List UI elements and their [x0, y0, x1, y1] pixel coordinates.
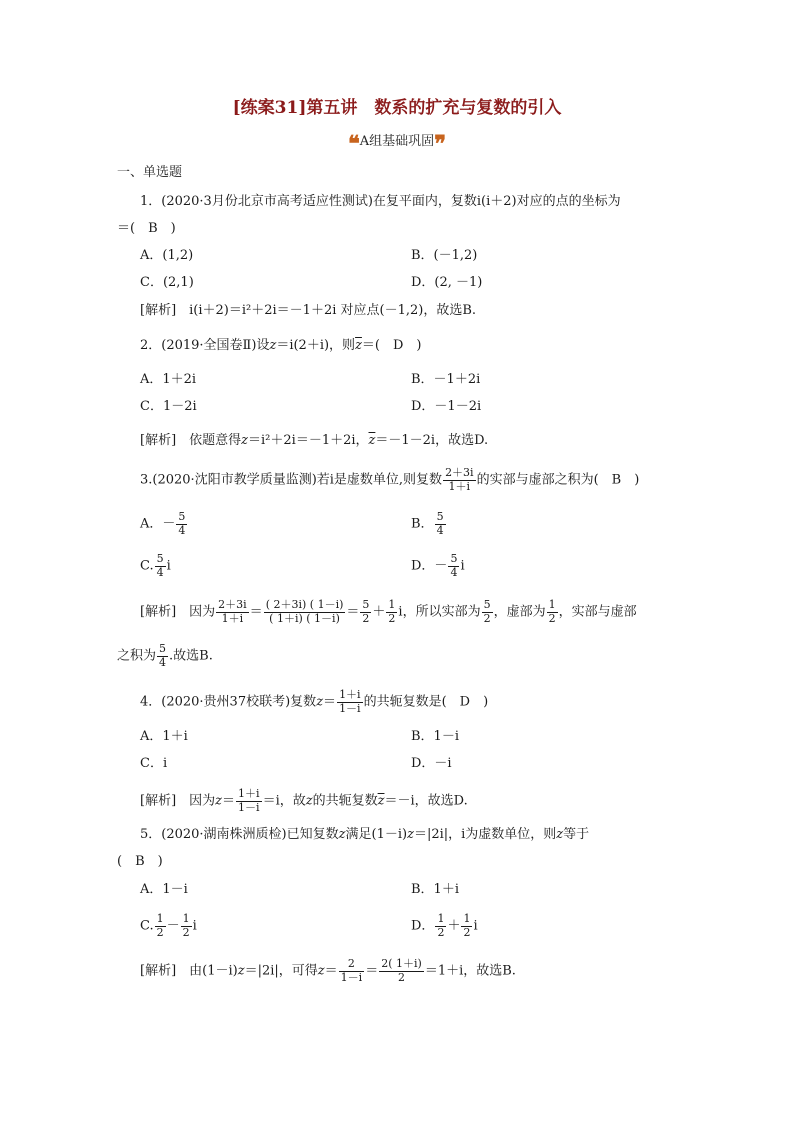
an-var-bar: $\overline{z}$ — [377, 793, 385, 809]
an-text: ＝ — [365, 963, 379, 979]
q3-stem-pre: 3.(2020·沈阳市教学质量监测)若i是虚数单位,则复数 — [140, 472, 443, 488]
q4-option-c: C．i — [140, 756, 168, 771]
q5-stem-mid: 满足(1－i) — [345, 827, 408, 842]
q5-option-c — [140, 913, 197, 939]
frac-num: 2＋3i — [445, 466, 474, 479]
q2-var-z: z — [269, 338, 277, 353]
opt-op: － — [166, 918, 180, 934]
an-text: ＝i，故 — [262, 793, 306, 809]
opt-suffix: i — [460, 558, 465, 574]
opt-suffix: i — [473, 918, 478, 934]
q5-stem-mid2: ＝|2i|，i为虚数单位，则 — [413, 827, 557, 842]
frac-num: 1 — [182, 912, 190, 925]
page-title: [练案31]第五讲 数系的扩充与复数的引入 — [232, 98, 562, 118]
q5-var: z — [556, 827, 564, 842]
q1-answer: ＝( B ) — [117, 221, 176, 236]
an-fraction — [236, 788, 262, 814]
an-text: ，实部与虚部 — [558, 604, 637, 620]
frac-den: 1－i — [238, 800, 260, 814]
an-fraction — [379, 958, 424, 984]
frac-den: ( 1＋i) ( 1－i) — [269, 611, 340, 625]
an-var: z — [305, 793, 313, 809]
q5-stem — [140, 828, 589, 841]
an-text: i，所以实部为 — [398, 604, 481, 620]
q2-option-d: D．－1－2i — [411, 399, 482, 414]
an-fraction — [339, 958, 365, 984]
frac-num: 5 — [362, 598, 370, 611]
frac-den: 2 — [437, 925, 445, 939]
frac-den: 2 — [388, 611, 396, 625]
frac-den: 2 — [463, 925, 471, 939]
q1-option-d: D．(2, －1) — [411, 275, 483, 290]
an-text: ＝ — [346, 604, 360, 620]
opt-label: D． — [411, 918, 435, 934]
opt-fraction — [181, 913, 192, 939]
q4-stem-post: 的共轭复数是( D ) — [363, 694, 489, 710]
an-text: ＋ — [372, 604, 386, 620]
q3-stem-fraction — [443, 467, 476, 493]
opt-op: ＋ — [447, 918, 461, 934]
opt-fraction — [461, 913, 472, 939]
q1-analysis: [解析] i(i＋2)＝i²＋2i＝－1＋2i 对应点(－1,2)，故选B. — [140, 303, 477, 318]
frac-den: 1＋i — [221, 611, 244, 625]
q2-option-b: B．－1＋2i — [411, 372, 481, 387]
opt-suffix: i — [166, 558, 171, 574]
an-fraction — [386, 599, 397, 625]
frac-den: 2 — [156, 925, 164, 939]
q4-var-z: z — [316, 694, 324, 710]
opt-fraction — [435, 511, 446, 537]
q4-option-a: A．1＋i — [140, 729, 188, 744]
frac-num: 5 — [483, 598, 491, 611]
q5-stem-pre: 5．(2020·湖南株洲质检)已知复数 — [140, 827, 339, 842]
frac-den: 4 — [436, 523, 444, 537]
frac-num: 1＋i — [339, 688, 361, 701]
frac-den: 2 — [398, 970, 405, 984]
an-text: [解析] 因为 — [140, 793, 216, 809]
q5-stem-post: 等于 — [563, 827, 590, 842]
an-fraction — [547, 599, 558, 625]
q4-eq: ＝ — [323, 694, 337, 710]
section-heading: 一、单选题 — [117, 165, 183, 180]
opt-fraction — [435, 913, 446, 939]
section-badge — [0, 133, 794, 155]
an-text: [解析] 因为 — [140, 604, 216, 620]
an-fraction — [360, 599, 371, 625]
q1-option-c: C．(2,1) — [140, 275, 194, 290]
q3-option-b — [411, 511, 447, 537]
an-text: ＝ — [222, 793, 236, 809]
close-quote-icon: ❞ — [434, 131, 447, 157]
frac-num: 2( 1＋i) — [381, 957, 422, 970]
q2-an-z: z — [241, 433, 249, 448]
an-var: z — [237, 963, 245, 979]
an-text: ＝ — [249, 604, 263, 620]
frac-den: 2 — [182, 925, 190, 939]
frac-num: 5 — [450, 552, 458, 565]
frac-den: 2 — [483, 611, 491, 625]
opt-fraction — [448, 553, 459, 579]
opt-fraction — [155, 913, 166, 939]
opt-fraction — [155, 553, 166, 579]
q2-option-c: C．1－2i — [140, 399, 197, 414]
q2-an-zbar: $\overline{z}$ — [368, 433, 376, 448]
q5-option-a: A．1－i — [140, 882, 188, 897]
frac-num: 5 — [436, 510, 444, 523]
frac-num: 5 — [156, 552, 164, 565]
an-text: ，虚部为 — [493, 604, 546, 620]
q1-option-b: B．(－1,2) — [411, 248, 478, 263]
opt-suffix: i — [192, 918, 197, 934]
q2-an-pre: [解析] 依题意得 — [140, 433, 242, 448]
open-quote-icon: ❝ — [347, 131, 360, 157]
frac-num: 5 — [178, 510, 186, 523]
q4-stem — [140, 689, 488, 715]
an-text: .故选B. — [169, 648, 213, 664]
q1-stem: 1．(2020·3月份北京市高考适应性测试)在复平面内，复数i(i＋2)对应的点的坐标为 — [140, 194, 621, 209]
frac-den: 2 — [548, 611, 556, 625]
an-var: z — [215, 793, 223, 809]
an-fraction — [264, 599, 346, 625]
an-text: 的共轭复数 — [312, 793, 378, 809]
frac-num: 1 — [388, 598, 396, 611]
q1-option-a: A．(1,2) — [140, 248, 194, 263]
q4-stem-pre: 4．(2020·贵州37校联考)复数 — [140, 694, 317, 710]
q2-an-post: ＝－1－2i，故选D. — [375, 433, 489, 448]
frac-den: 1－i — [340, 970, 363, 984]
frac-den: 4 — [450, 565, 458, 579]
q3-stem — [140, 467, 639, 493]
q5-var: z — [407, 827, 414, 842]
frac-num: 1＋i — [238, 787, 260, 800]
frac-num: ( 2＋3i) ( 1－i) — [265, 598, 344, 611]
frac-den: 2 — [362, 611, 370, 625]
an-text: [解析] 由(1－i) — [140, 963, 238, 979]
q2-stem-post: ＝( D ) — [361, 338, 422, 353]
frac-den: 4 — [156, 565, 164, 579]
q4-option-b: B．1－i — [411, 729, 459, 744]
q2-stem-mid: ＝i(2＋i)，则 — [276, 338, 356, 353]
frac-num: 1 — [548, 598, 556, 611]
opt-label: D．－ — [411, 558, 448, 574]
an-text: 之积为 — [117, 648, 157, 664]
an-text: ＝ — [324, 963, 338, 979]
frac-num: 1 — [156, 912, 164, 925]
an-text: ＝－i，故选D. — [384, 793, 468, 809]
badge-label: A组基础巩固 — [359, 134, 435, 149]
an-text: ＝1＋i，故选B. — [424, 963, 516, 979]
q5-answer: ( B ) — [117, 854, 163, 869]
frac-num: 2＋3i — [218, 598, 247, 611]
frac-num: 1 — [463, 912, 471, 925]
q5-var: z — [338, 827, 346, 842]
q3-analysis-line2 — [117, 643, 213, 669]
q3-option-a — [140, 511, 188, 537]
q3-stem-post: 的实部与虚部之积为( B ) — [476, 472, 640, 488]
q5-option-b: B．1＋i — [411, 882, 459, 897]
opt-label: C. — [140, 558, 154, 574]
q4-stem-fraction — [337, 689, 363, 715]
q2-stem — [140, 339, 422, 352]
q2-an-mid: ＝i²＋2i＝－1＋2i， — [248, 433, 369, 448]
q4-option-d: D．－i — [411, 756, 452, 771]
q2-option-a: A．1＋2i — [140, 372, 197, 387]
an-text: ＝|2i|，可得 — [244, 963, 318, 979]
opt-label: B． — [411, 516, 434, 532]
frac-den: 1－i — [339, 701, 361, 715]
opt-label: C. — [140, 918, 154, 934]
an-fraction — [216, 599, 249, 625]
opt-fraction — [176, 511, 187, 537]
q3-option-d — [411, 553, 465, 579]
q4-analysis — [140, 788, 468, 814]
frac-den: 1＋i — [448, 479, 471, 493]
opt-label: A．－ — [140, 516, 176, 532]
an-fraction — [482, 599, 493, 625]
frac-den: 4 — [159, 655, 167, 669]
q2-stem-pre: 2．(2019·全国卷Ⅱ)设 — [140, 338, 270, 353]
q3-analysis-line1 — [140, 599, 637, 625]
q5-analysis — [140, 958, 516, 984]
q3-option-c — [140, 553, 171, 579]
frac-num: 1 — [437, 912, 445, 925]
q2-analysis — [140, 434, 488, 447]
an-var: z — [317, 963, 325, 979]
an-fraction — [157, 643, 168, 669]
frac-den: 4 — [178, 523, 186, 537]
frac-num: 5 — [159, 642, 167, 655]
q5-option-d — [411, 913, 478, 939]
frac-num: 2 — [339, 958, 365, 972]
q2-var-zbar: $\overline{z}$ — [355, 338, 362, 353]
